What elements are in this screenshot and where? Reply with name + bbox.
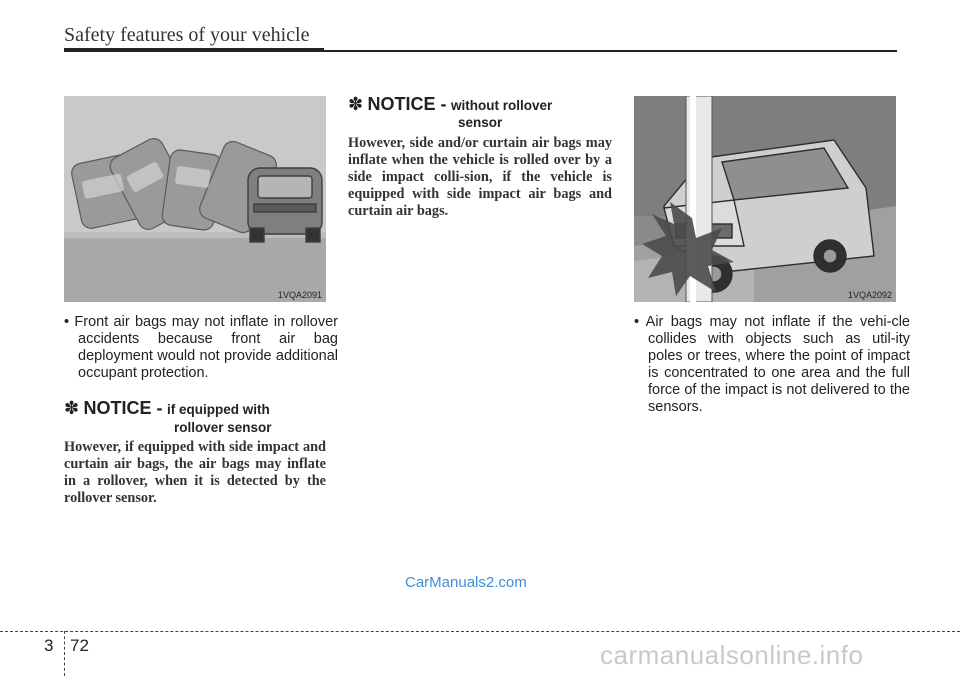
rollover-illustration [64, 96, 326, 302]
notice-body-without-sensor: However, side and/or curtain air bags may inflate when the vehicle is rolled over by a side impact colli-sion, if the vehicle is equipped with side impact air bags and curtain air bags. [348, 135, 612, 219]
watermark-link[interactable]: CarManuals2.com [405, 574, 527, 591]
notice-heading-without-sensor [348, 94, 612, 115]
notice-heading-rollover-sensor [64, 398, 326, 419]
notice-body-rollover-sensor: However, if equipped with side impact and curtain air bags, the air bags may inflate in a rollover, when it is detected by the rollover sensor. [64, 439, 326, 506]
notice-subtitle-line2: sensor [458, 115, 503, 130]
notice-star-icon: ✽ [348, 94, 364, 114]
pole-impact-illustration [634, 96, 896, 302]
figure-caption: 1VQA2091 [277, 290, 322, 300]
header-rule [64, 50, 897, 52]
footer-brand-link[interactable]: carmanualsonline.info [600, 640, 864, 670]
notice-subtitle: without rollover [451, 98, 553, 113]
notice-label: NOTICE - [83, 398, 163, 418]
notice-subtitle-line2: rollover sensor [174, 420, 272, 435]
page-number: 72 [70, 636, 89, 655]
figure-caption: 1VQA2092 [847, 290, 892, 300]
notice-star-icon: ✽ [64, 398, 80, 418]
footer-divider [0, 631, 960, 632]
bullet-front-airbags: • Front air bags may not inflate in rollover accidents because front air bag deployment would not provide additional occupant protection. [64, 314, 338, 381]
notice-subtitle: if equipped with [167, 402, 270, 417]
footer-vertical-divider [64, 631, 65, 676]
notice-label: NOTICE - [367, 94, 447, 114]
page-header-title: Safety features of your vehicle [64, 24, 310, 46]
section-number: 3 [44, 636, 54, 655]
bullet-pole-impact: • Air bags may not inflate if the vehi-cle collides with objects such as util-ity poles or trees, where the point of impact is concentrated to one area and the full force of the impact is not delivered to the sensors. [634, 314, 910, 415]
